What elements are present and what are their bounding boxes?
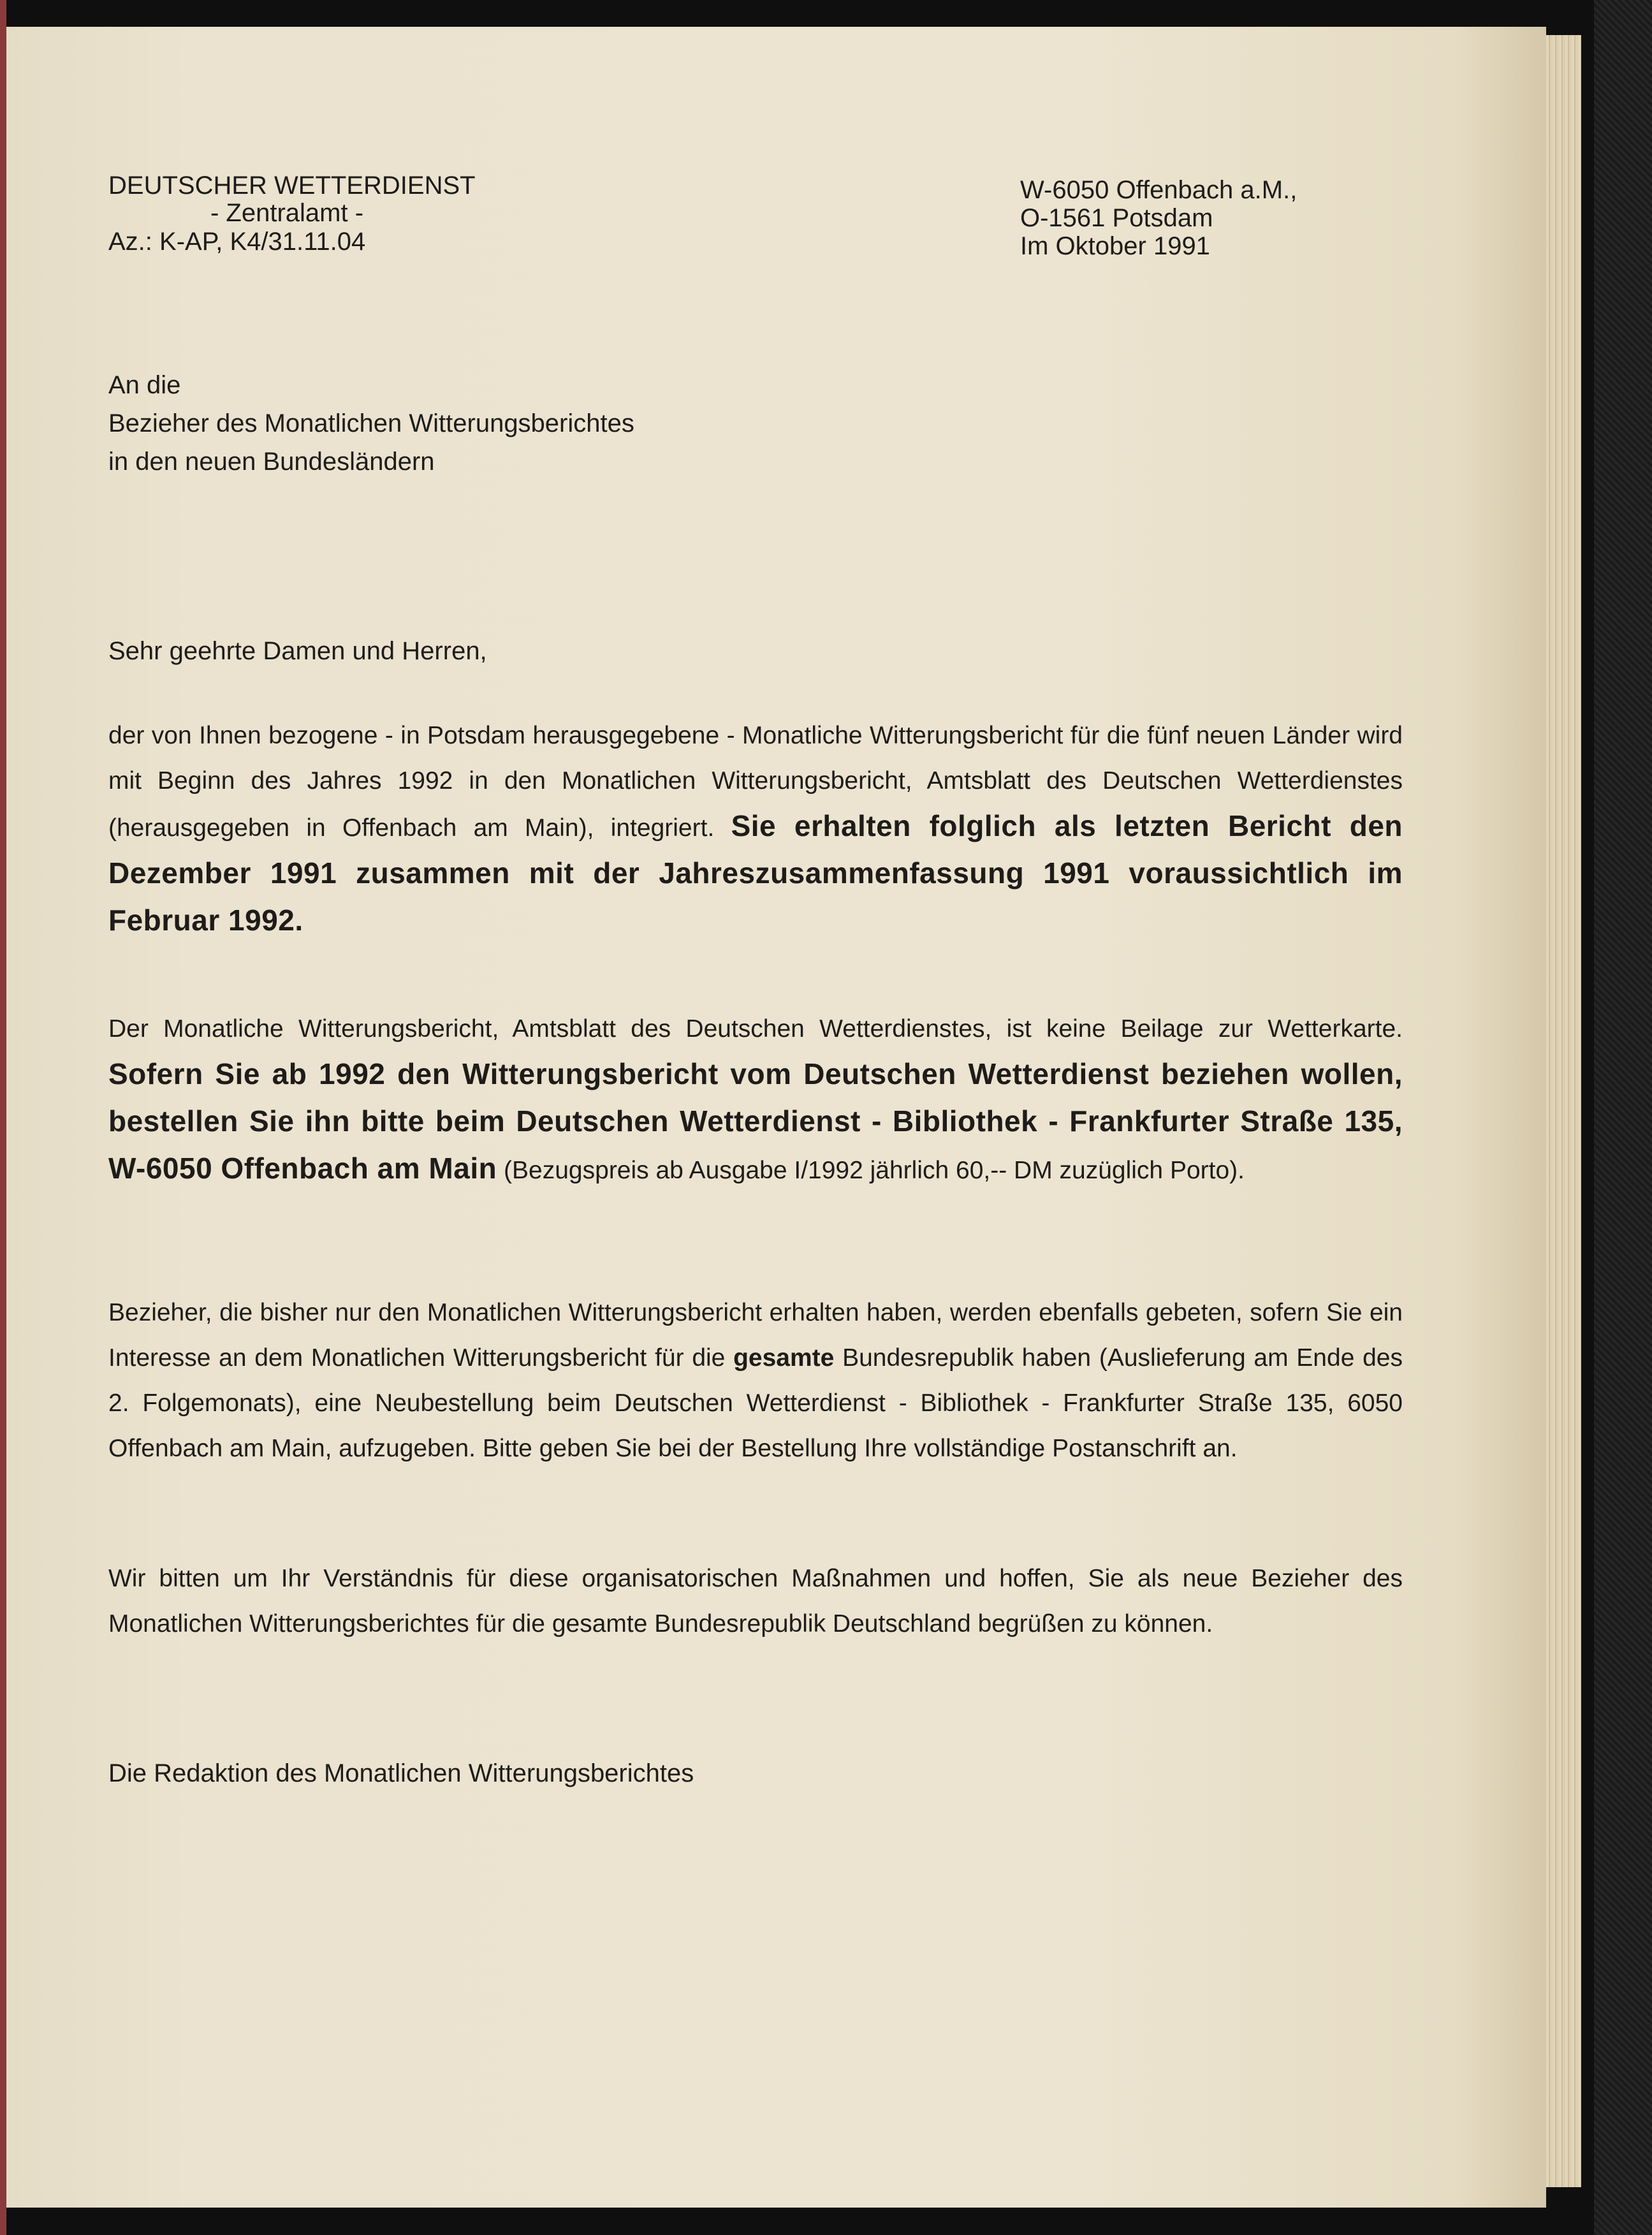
paragraph-1 <box>108 713 1403 945</box>
reference-number: Az.: K-AP, K4/31.11.04 <box>108 228 366 256</box>
closing-signature: Die Redaktion des Monatlichen Witterungsberichtes <box>108 1759 694 1787</box>
place-offenbach: W-6050 Offenbach a.M., <box>1020 176 1297 204</box>
book-cover-edge <box>1594 0 1652 2235</box>
org-name: DEUTSCHER WETTERDIENST <box>108 172 476 200</box>
paragraph-1-emphasis: Sie erhalten folglich als letzten Bericht den Dezember 1991 zusammen mit der Jahreszusammenfassung 1991 voraussichtlich im Februar 1992. <box>108 809 1403 937</box>
org-department: - Zentralamt - <box>210 199 364 227</box>
paragraph-1-text: der von Ihnen bezogene - in Potsdam herausgegebene - Monatliche Witterungsbericht für die fünf neuen Länder wird mit Beginn des Jahres 1992 in den Monatlichen Witterungsbericht, Amtsblatt des Deutschen Wetterdienstes (herausgegeben in Offenbach am Main), integriert. <box>108 722 1403 842</box>
paragraph-3-text-1: Bezieher, die bisher nur den Monatlichen Witterungsbericht erhalten haben, werden ebenfalls gebeten, sofern Sie ein Interesse an dem Monatlichen Witterungsbericht für die <box>108 1299 1403 1372</box>
paragraph-2-emphasis: Sofern Sie ab 1992 den Witterungsbericht vom Deutschen Wetterdienst beziehen wollen, bestellen Sie ihn bitte beim Deutschen Wetterdienst - Bibliothek - Frankfurter Straße 135, W-6050 Offenbach am Main <box>108 1057 1403 1185</box>
paragraph-2 <box>108 1006 1403 1193</box>
paragraph-3-text-2: Bundesrepublik haben (Auslieferung am Ende des 2. Folgemonats), eine Neubestellung beim Deutschen Wetterdienst - Bibliothek - Frankfurter Straße 135, 6050 Offenbach am Main, aufzugeben. Bitte geben Sie bei der Bestellung Ihre vollständige Postanschrift an. <box>108 1344 1403 1462</box>
recipient-line-2: Bezieher des Monatlichen Witterungsberichtes <box>108 409 634 437</box>
salutation: Sehr geehrte Damen und Herren, <box>108 637 487 665</box>
paragraph-2-text-2: (Bezugspreis ab Ausgabe I/1992 jährlich 60,-- DM zuzüglich Porto). <box>497 1157 1245 1184</box>
paragraph-2-text-1: Der Monatliche Witterungsbericht, Amtsblatt des Deutschen Wetterdienstes, ist keine Beilage zur Wetterkarte. <box>108 1015 1403 1043</box>
letter-date: Im Oktober 1991 <box>1020 232 1210 260</box>
place-potsdam: O-1561 Potsdam <box>1020 204 1213 232</box>
paragraph-3-emphasis: gesamte <box>733 1344 835 1372</box>
recipient-line-3: in den neuen Bundesländern <box>108 448 435 476</box>
paragraph-3 <box>108 1290 1403 1471</box>
binding-tab <box>0 0 6 2235</box>
paragraph-4: Wir bitten um Ihr Verständnis für diese organisatorischen Maßnahmen und hoffen, Sie als neue Bezieher des Monatlichen Witterungsberichtes für die gesamte Bundesrepublik Deutschland begrüßen zu können. <box>108 1565 1403 1638</box>
recipient-line-1: An die <box>108 371 181 399</box>
